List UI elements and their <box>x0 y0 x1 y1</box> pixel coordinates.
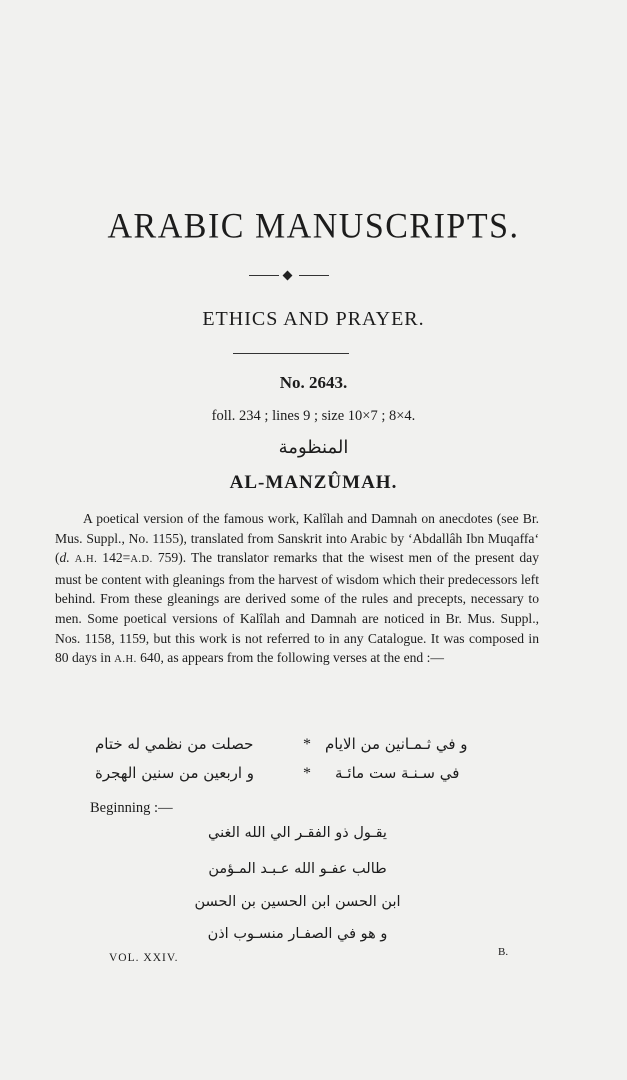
volume-signature: VOL. XXIV. <box>109 952 179 964</box>
para-died: d. <box>59 550 70 566</box>
beginning-verse-2: طالب عفـو الله عـبـد المـؤمن <box>208 861 387 877</box>
para-ad: A.D. <box>130 554 153 566</box>
beginning-verse-3: ابن الحسن ابن الحسين بن الحسن <box>194 894 401 910</box>
verse-separator-1: * <box>303 736 311 753</box>
para-text-2: 142= <box>97 550 131 566</box>
para-ah-1: A.H. <box>74 554 98 566</box>
ornament-line-left <box>249 275 279 276</box>
section-rule <box>233 353 349 354</box>
main-title: ARABIC MANUSCRIPTS. <box>107 207 520 246</box>
ornament-line-right <box>299 275 329 276</box>
para-text-3: 759). The translator remarks that the wisest men of the present day must be content with gleanings from the harvest of wisdom which their predecessors left behind. From these gleanings are derived some of the rules and precepts, necessary to men. Some poetical versions of Kalîlah and Damnah are noticed in Br. Mus. Suppl., Nos. 1158, 1159, but this work is not referred to in any Catalogue. It was composed in 80 days in <box>55 550 539 666</box>
latin-title: AL-MANZÛMAH. <box>229 472 398 493</box>
beginning-verse-1: يقـول ذو الفقـر الي الله الغني <box>208 825 387 841</box>
folio-info: foll. 234 ; lines 9 ; size 10×7 ; 8×4. <box>211 408 416 424</box>
beginning-verse-4: و هو في الصفـار منسـوب اذن <box>207 926 388 942</box>
manuscript-number: No. 2643. <box>279 373 348 392</box>
gathering-signature: B. <box>498 946 509 958</box>
arabic-title: المنظومة <box>278 437 349 458</box>
description-paragraph <box>55 509 539 670</box>
section-title: ETHICS AND PRAYER. <box>202 308 425 330</box>
verse-separator-2: * <box>303 765 311 782</box>
end-verse-1-right: و في ثـمـانين من الايام <box>325 735 468 753</box>
para-text-4: 640, as appears from the following verses at the end :— <box>136 650 444 666</box>
end-verse-2-right: في سـنـة ست مائـة <box>335 764 460 782</box>
para-ah-2: A.H. <box>114 654 137 666</box>
end-verse-2-left: و اربعين من سنين الهجرة <box>95 764 255 782</box>
end-verse-1-left: حصلت من نظمي له ختام <box>95 735 254 753</box>
title-ornament <box>249 272 329 280</box>
beginning-label: Beginning :— <box>90 800 173 816</box>
ornament-diamond <box>283 271 293 281</box>
para-text-1: A poetical version of the famous work, Kalîlah and Damnah on anecdotes (see Br. Mus. Suppl., No. 1155), translated from Sanskrit into Arabic by ‘Abdallâh Ibn Muqaffa‘ ( <box>55 511 539 566</box>
